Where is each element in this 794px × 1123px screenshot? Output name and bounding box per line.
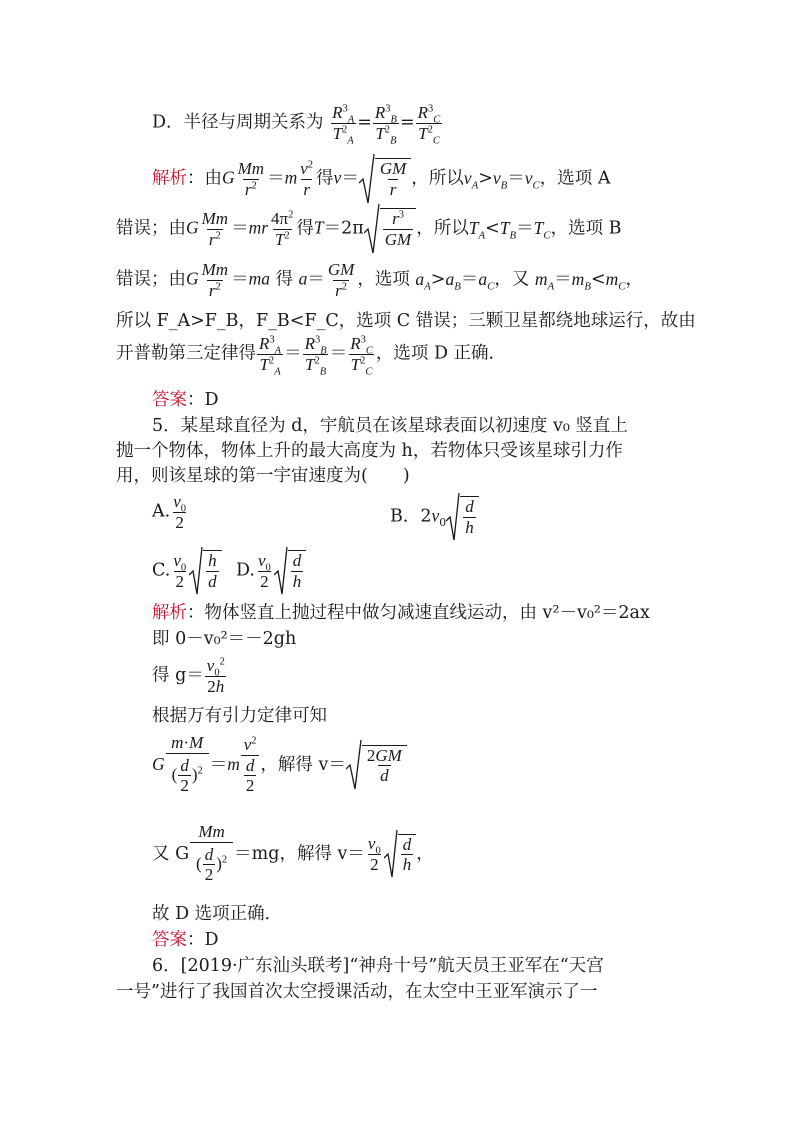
text: ＝mg，解得 v＝: [234, 843, 365, 864]
option-d-text: D．半径与周期关系为: [152, 112, 324, 133]
text: ：由: [187, 168, 222, 189]
option-label: A.: [152, 501, 171, 522]
analysis-q5-line-3: 得 g＝ $\frac{v_0^2}{2h}$: [152, 656, 225, 696]
text: ，选项 B: [550, 218, 622, 239]
option-d: D. $\frac{v_0}{2}$ $\frac{d}{h}$: [236, 546, 306, 596]
answer-line-1: [152, 392, 219, 410]
question-6-line-2: [116, 984, 597, 1002]
text: 抛一个物体，物体上升的最大高度为 h，若物体只受该星球引力作: [116, 441, 623, 461]
formula-frac: $\frac{R^3_A}{T^2_A}$: [259, 334, 282, 377]
option-b: B．$2v_0$ $\frac{d}{h}$: [390, 492, 479, 542]
question-6-line-1: [152, 958, 604, 976]
analysis-line-4: [116, 313, 696, 331]
formula-frac: $\frac{Mm}{r^2}$: [201, 260, 229, 300]
formula-ra-ta: $\frac{R^3_A}{T^2_A}$: [332, 103, 355, 146]
answer-value: ：D: [187, 930, 219, 950]
text: 6．[2019·广东汕头联考]“神舟十号”航天员王亚军在“天宫: [152, 956, 604, 976]
question-5-line-3: [116, 468, 410, 486]
formula-frac: $\frac{R^3_B}{T^2_B}$: [304, 334, 327, 377]
sqrt-formula: $\frac{r^3}{GM}$: [364, 203, 416, 255]
option-d-line: D．半径与周期关系为 $\frac{R^3_A}{T^2_A}$ = $\frac{R^3_B}{T^2_B}$ = $\frac{R^3_C}{T^2_C}$: [152, 103, 441, 146]
analysis-q5-line-2: [152, 631, 296, 649]
analysis-label: 解析: [152, 603, 187, 623]
answer-label: 答案: [152, 390, 187, 410]
formula-frac: $\frac{Mm}{r^2}$: [201, 208, 229, 249]
analysis-line-1: 解析：由G $\frac{Mm}{r^2}$ ＝m $\frac{v^2}{r}$ 得v＝ $\frac{GM}{r}$ ，所以$v_A>v_B=v_C$，选项 A: [152, 153, 610, 205]
option-label: C.: [152, 560, 171, 581]
analysis-q5-line-1: [152, 605, 650, 623]
formula-frac: $\frac{v^2}{r}$: [300, 158, 314, 199]
text: ，选项: [357, 269, 410, 290]
sqrt-formula: $\frac{GM}{r}$: [359, 153, 411, 205]
formula-frac: $\frac{R^3_C}{T^2_C}$: [350, 334, 373, 377]
option-label: B．: [390, 506, 421, 527]
text: 开普勒第三定律得: [116, 343, 256, 364]
text: ，选项 D 正确．: [375, 343, 507, 364]
text: ，所以: [411, 168, 464, 189]
text: 得: [296, 218, 314, 239]
question-5-line-1: [152, 418, 628, 436]
text: 即 0－v₀²＝－2gh: [152, 629, 297, 649]
option-label: D.: [236, 560, 255, 581]
text: 得: [275, 269, 294, 290]
text: ，又: [494, 269, 530, 290]
text: ：物体竖直上抛过程中做匀减速直线运动，由 v²－v₀²＝2ax: [187, 603, 650, 623]
answer-value: ：D: [187, 390, 219, 410]
analysis-line-2: 错误；由G $\frac{Mm}{r^2}$ ＝mr $\frac{4\pi^2}{T^2}$ 得T＝2π $\frac{r^3}{GM}$ ，所以$T_A<T_B=T_C$，选项 B: [116, 203, 622, 255]
text: 5．某星球直径为 d，宇航员在该星球表面以初速度 v₀ 竖直上: [152, 416, 628, 436]
analysis-q5-line-4: [152, 708, 327, 726]
answer-label: 答案: [152, 930, 187, 950]
option-c: C. $\frac{v_0}{2}$ $\frac{h}{d}$: [152, 546, 222, 596]
question-5-line-2: [116, 443, 623, 461]
analysis-label: 解析: [152, 168, 187, 189]
text: ，解得 v＝: [260, 754, 346, 775]
text: 得: [316, 168, 334, 189]
text: 根据万有引力定律可知: [152, 706, 327, 726]
formula-frac: $\frac{Mm}{r^2}$: [237, 158, 265, 199]
analysis-line-3: 错误；由G $\frac{Mm}{r^2}$ ＝ma 得 a＝ $\frac{GM}{r^2}$ ，选项 $a_A>a_B=a_C$，又 $m_A=m_B<m_C$，: [116, 260, 643, 300]
analysis-q5-line-6: 又 G Mm ( $\frac{d}{2}$ )$^2$ ＝mg，解得 v＝ $\frac{v_0}{2}$ $\frac{d}{h}$ ，: [152, 822, 434, 887]
text: ，选项 A: [539, 168, 611, 189]
analysis-q5-line-7: [152, 906, 282, 924]
text: 错误；由: [116, 269, 186, 290]
text: 又 G: [152, 843, 190, 864]
text: 用，则该星球的第一宇宙速度为( ): [116, 466, 410, 486]
formula-rb-tb: $\frac{R^3_B}{T^2_B}$: [374, 103, 397, 146]
text: 所以 F_A>F_B，F_B<F_C，选项 C 错误；三颗卫星都绕地球运行，故由: [116, 311, 696, 331]
answer-line-2: [152, 932, 219, 950]
text: ，所以: [416, 218, 469, 239]
text: 错误；由: [116, 218, 186, 239]
formula-frac: $\frac{GM}{r^2}$: [327, 260, 355, 300]
text: 一号”进行了我国首次太空授课活动，在太空中王亚军演示了一: [116, 982, 598, 1002]
formula-rc-tc: $\frac{R^3_C}{T^2_C}$: [417, 103, 441, 146]
text: 故 D 选项正确．: [152, 904, 283, 924]
analysis-q5-line-5: G m·M ( $\frac{d}{2}$ )$^2$ ＝m $\frac{v^2}{\frac{d}{2}}$ ，解得 v＝ $\frac{2GM}{d}$: [152, 733, 407, 798]
option-a: A. $\frac{v_0}{2}$: [152, 492, 187, 532]
text: 得 g＝: [152, 665, 204, 686]
formula-frac: $\frac{4\pi^2}{T^2}$: [271, 208, 294, 249]
analysis-line-5: 开普勒第三定律得 $\frac{R^3_A}{T^2_A}$ ＝ $\frac{R^3_B}{T^2_B}$ ＝ $\frac{R^3_C}{T^2_C}$ ，选项 D 正确．: [116, 334, 507, 377]
